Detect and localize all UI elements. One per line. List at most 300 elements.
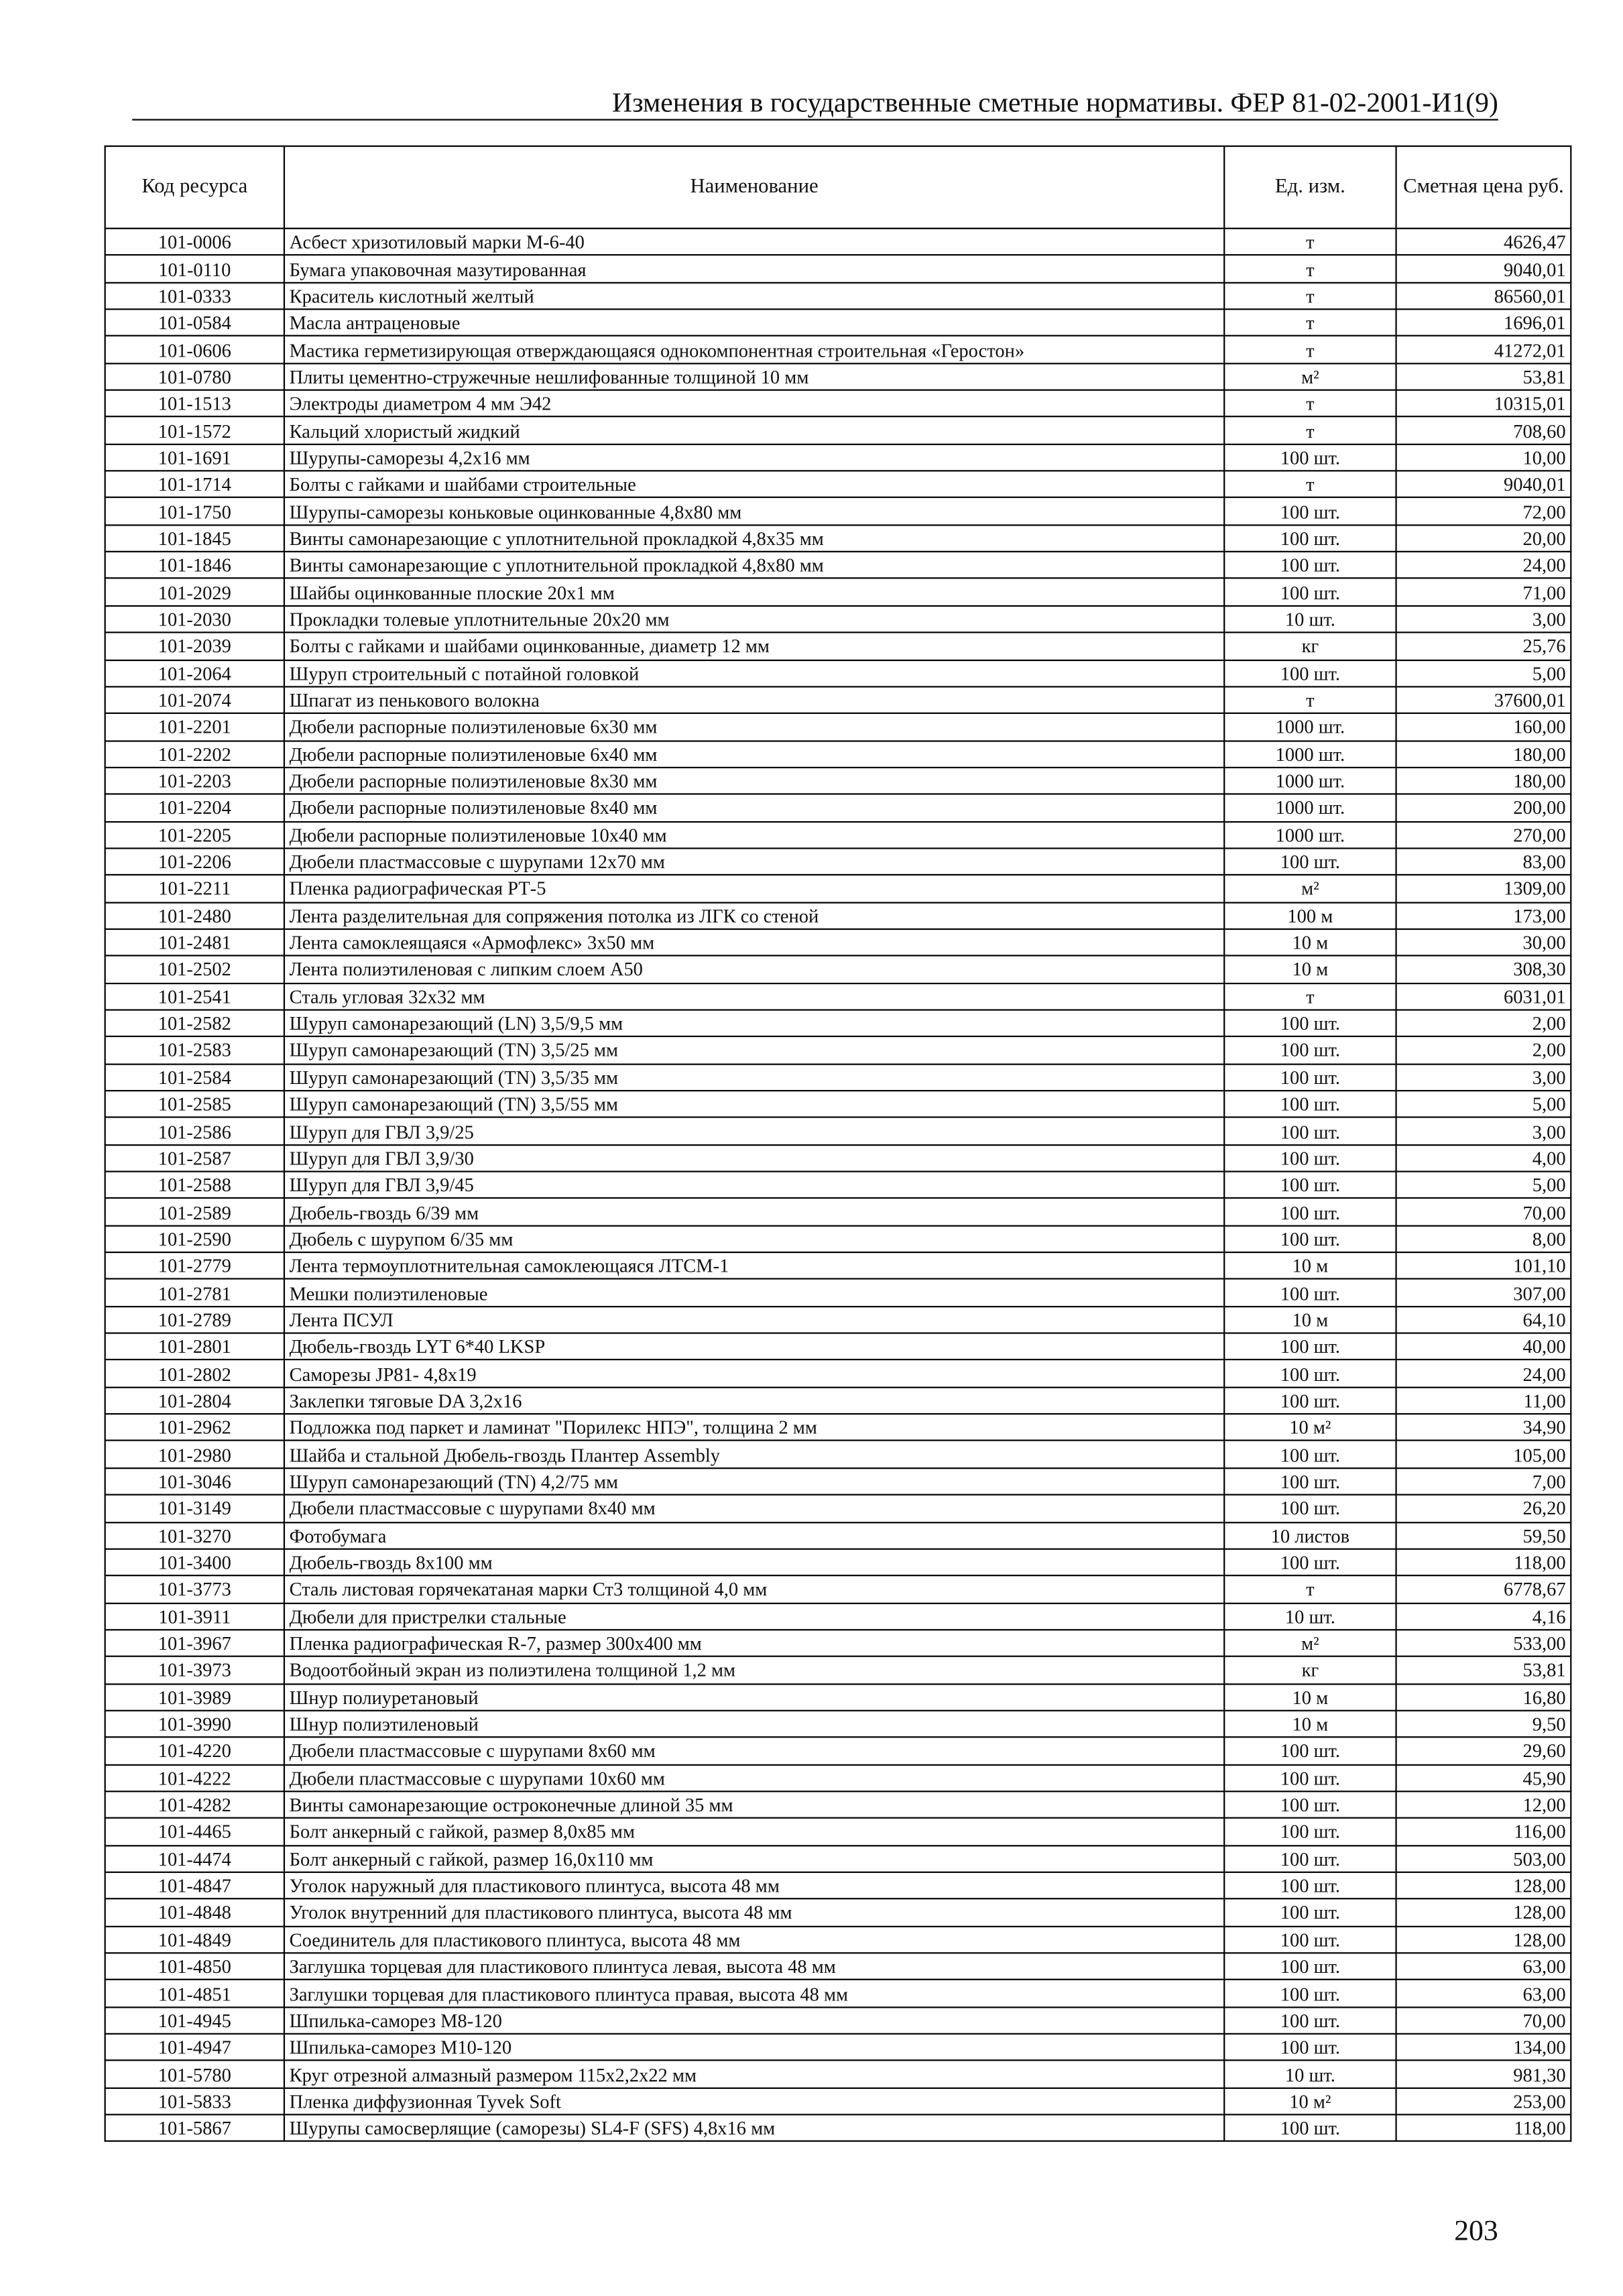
cell-name: Дюбели пластмассовые с шурупами 8х60 мм [284, 1738, 1224, 1764]
cell-code: 101-2039 [105, 633, 284, 660]
cell-price: 4,16 [1396, 1603, 1571, 1630]
table-row [105, 444, 1571, 471]
cell-price: 307,00 [1396, 1279, 1571, 1306]
cell-code: 101-2589 [105, 1199, 284, 1225]
cell-code: 101-3990 [105, 1711, 284, 1738]
table-body [105, 229, 1571, 2142]
cell-unit: т [1224, 390, 1396, 417]
cell-unit: 100 шт. [1224, 1279, 1396, 1306]
cell-name: Фотобумага [284, 1522, 1224, 1549]
cell-name: Дюбели пластмассовые с шурупами 8х40 мм [284, 1495, 1224, 1522]
cell-code: 101-2779 [105, 1252, 284, 1279]
table-row [105, 768, 1571, 794]
cell-code: 101-0606 [105, 337, 284, 363]
cell-name: Дюбель с шурупом 6/35 мм [284, 1225, 1224, 1252]
cell-unit: 100 шт. [1224, 1495, 1396, 1522]
cell-name: Пленка радиографическая РТ-5 [284, 875, 1224, 902]
price-table [105, 145, 1572, 2142]
cell-name: Уголок наружный для пластикового плинтуса, высота 48 мм [284, 1872, 1224, 1899]
cell-code: 101-2802 [105, 1360, 284, 1387]
table-row [105, 1252, 1571, 1279]
table-row [105, 713, 1571, 740]
cell-name: Асбест хризотиловый марки М-6-40 [284, 229, 1224, 255]
cell-unit: 1000 шт. [1224, 768, 1396, 794]
cell-name: Плиты цементно-стружечные нешлифованные толщиной 10 мм [284, 363, 1224, 390]
cell-code: 101-2789 [105, 1307, 284, 1333]
cell-name: Дюбели для пристрелки стальные [284, 1603, 1224, 1630]
cell-code: 101-2804 [105, 1387, 284, 1414]
cell-price: 533,00 [1396, 1630, 1571, 1656]
cell-price: 10,00 [1396, 444, 1571, 471]
table-row [105, 229, 1571, 255]
table-row [105, 1818, 1571, 1845]
cell-name: Заклепки тяговые DA 3,2х16 [284, 1387, 1224, 1414]
cell-code: 101-5833 [105, 2088, 284, 2114]
cell-unit: 100 шт. [1224, 1064, 1396, 1091]
cell-unit: 100 шт. [1224, 1091, 1396, 1117]
table-row [105, 1010, 1571, 1036]
cell-name: Болты с гайками и шайбами строительные [284, 471, 1224, 498]
cell-price: 253,00 [1396, 2088, 1571, 2114]
cell-price: 70,00 [1396, 1199, 1571, 1225]
cell-name: Пленка диффузионная Tyvek Soft [284, 2088, 1224, 2114]
cell-code: 101-3973 [105, 1656, 284, 1683]
table-row [105, 1064, 1571, 1091]
cell-name: Пленка радиографическая R-7, размер 300х400 мм [284, 1630, 1224, 1656]
cell-name: Краситель кислотный желтый [284, 282, 1224, 309]
table-row [105, 1495, 1571, 1522]
table-row [105, 1468, 1571, 1495]
table-row [105, 686, 1571, 713]
table-row [105, 1738, 1571, 1764]
cell-name: Дюбель-гвоздь LYT 6*40 LKSP [284, 1333, 1224, 1360]
cell-price: 180,00 [1396, 740, 1571, 767]
table-row [105, 956, 1571, 983]
cell-price: 11,00 [1396, 1387, 1571, 1414]
cell-code: 101-3046 [105, 1468, 284, 1495]
cell-code: 101-5867 [105, 2115, 284, 2142]
table-row [105, 1899, 1571, 1926]
table-row [105, 363, 1571, 390]
cell-unit: 100 шт. [1224, 2034, 1396, 2061]
table-row [105, 282, 1571, 309]
cell-code: 101-4851 [105, 1980, 284, 2007]
table-row [105, 417, 1571, 444]
cell-code: 101-2074 [105, 686, 284, 713]
cell-unit: т [1224, 229, 1396, 255]
table-row [105, 309, 1571, 336]
cell-price: 270,00 [1396, 821, 1571, 848]
column-header-unit: Ед. изм. [1224, 146, 1396, 229]
cell-unit: 100 м [1224, 902, 1396, 929]
table-row [105, 660, 1571, 686]
cell-unit: 100 шт. [1224, 1199, 1396, 1225]
page-header-title: Изменения в государственные сметные нормативы. ФЕР 81-02-2001-И1(9) [612, 88, 1498, 119]
cell-name: Шайбы оцинкованные плоские 20х1 мм [284, 579, 1224, 605]
cell-unit: т [1224, 282, 1396, 309]
cell-name: Дюбели распорные полиэтиленовые 8х30 мм [284, 768, 1224, 794]
column-header-price-label: Сметная цена руб. [1403, 176, 1564, 198]
cell-code: 101-2980 [105, 1441, 284, 1468]
cell-code: 101-2205 [105, 821, 284, 848]
cell-name: Шуруп для ГВЛ 3,9/30 [284, 1144, 1224, 1171]
cell-name: Шпилька-саморез М8-120 [284, 2007, 1224, 2034]
cell-price: 116,00 [1396, 1818, 1571, 1845]
cell-unit: 100 шт. [1224, 1360, 1396, 1387]
cell-price: 3,00 [1396, 1064, 1571, 1091]
cell-code: 101-4848 [105, 1899, 284, 1926]
cell-name: Шуруп для ГВЛ 3,9/45 [284, 1172, 1224, 1199]
table-row [105, 1926, 1571, 1953]
cell-name: Заглушка торцевая для пластикового плинтуса левая, высота 48 мм [284, 1953, 1224, 1980]
table-row [105, 2034, 1571, 2061]
table-row [105, 1603, 1571, 1630]
cell-price: 24,00 [1396, 1360, 1571, 1387]
cell-price: 63,00 [1396, 1953, 1571, 1980]
cell-code: 101-2206 [105, 848, 284, 875]
cell-name: Лента самоклеящаяся «Армофлекс» 3х50 мм [284, 929, 1224, 956]
cell-unit: 10 м² [1224, 2088, 1396, 2114]
cell-unit: 100 шт. [1224, 1926, 1396, 1953]
table-row [105, 1225, 1571, 1252]
cell-name: Электроды диаметром 4 мм Э42 [284, 390, 1224, 417]
cell-unit: 10 шт. [1224, 606, 1396, 633]
table-row [105, 552, 1571, 579]
table-row [105, 1117, 1571, 1144]
cell-code: 101-4474 [105, 1846, 284, 1872]
table-row [105, 1387, 1571, 1414]
cell-code: 101-5780 [105, 2061, 284, 2088]
cell-price: 160,00 [1396, 713, 1571, 740]
cell-unit: 100 шт. [1224, 2115, 1396, 2142]
table-row [105, 1037, 1571, 1064]
cell-code: 101-3149 [105, 1495, 284, 1522]
cell-code: 101-2204 [105, 794, 284, 821]
cell-code: 101-2588 [105, 1172, 284, 1199]
table-row [105, 1360, 1571, 1387]
table-row [105, 1846, 1571, 1872]
cell-code: 101-4220 [105, 1738, 284, 1764]
cell-price: 72,00 [1396, 498, 1571, 525]
table-row [105, 498, 1571, 525]
table-row [105, 579, 1571, 605]
cell-code: 101-2064 [105, 660, 284, 686]
cell-name: Шпагат из пенькового волокна [284, 686, 1224, 713]
cell-price: 128,00 [1396, 1926, 1571, 1953]
cell-code: 101-2801 [105, 1333, 284, 1360]
cell-name: Дюбели распорные полиэтиленовые 10х40 мм [284, 821, 1224, 848]
cell-unit: 100 шт. [1224, 1172, 1396, 1199]
cell-name: Дюбели пластмассовые с шурупами 10х60 мм [284, 1764, 1224, 1791]
cell-price: 26,20 [1396, 1495, 1571, 1522]
cell-code: 101-2541 [105, 983, 284, 1010]
cell-unit: 100 шт. [1224, 1010, 1396, 1036]
cell-price: 24,00 [1396, 552, 1571, 579]
cell-name: Подложка под паркет и ламинат "Порилекс НПЭ", толщина 2 мм [284, 1414, 1224, 1441]
cell-price: 128,00 [1396, 1899, 1571, 1926]
cell-name: Шурупы-саморезы коньковые оцинкованные 4,8х80 мм [284, 498, 1224, 525]
cell-price: 63,00 [1396, 1980, 1571, 2007]
cell-unit: т [1224, 686, 1396, 713]
table-row [105, 1656, 1571, 1683]
cell-name: Шуруп самонарезающий (TN) 3,5/55 мм [284, 1091, 1224, 1117]
cell-price: 981,30 [1396, 2061, 1571, 2088]
cell-unit: 100 шт. [1224, 1872, 1396, 1899]
cell-unit: 1000 шт. [1224, 794, 1396, 821]
cell-price: 118,00 [1396, 1549, 1571, 1575]
cell-unit: т [1224, 337, 1396, 363]
cell-code: 101-4850 [105, 1953, 284, 1980]
cell-unit: 100 шт. [1224, 498, 1396, 525]
cell-price: 180,00 [1396, 768, 1571, 794]
cell-price: 6031,01 [1396, 983, 1571, 1010]
table-row [105, 2061, 1571, 2088]
table-row [105, 1441, 1571, 1468]
cell-code: 101-1750 [105, 498, 284, 525]
cell-unit: 10 м² [1224, 1414, 1396, 1441]
cell-code: 101-2586 [105, 1117, 284, 1144]
cell-price: 503,00 [1396, 1846, 1571, 1872]
cell-name: Мешки полиэтиленовые [284, 1279, 1224, 1306]
cell-name: Болт анкерный с гайкой, размер 8,0х85 мм [284, 1818, 1224, 1845]
cell-unit: 100 шт. [1224, 1387, 1396, 1414]
table-row [105, 1414, 1571, 1441]
cell-name: Дюбель-гвоздь 8х100 мм [284, 1549, 1224, 1575]
cell-price: 134,00 [1396, 2034, 1571, 2061]
table-row [105, 606, 1571, 633]
cell-price: 4,00 [1396, 1144, 1571, 1171]
cell-name: Круг отрезной алмазный размером 115х2,2х22 мм [284, 2061, 1224, 2088]
cell-unit: 10 м [1224, 1711, 1396, 1738]
cell-name: Шуруп строительный с потайной головкой [284, 660, 1224, 686]
cell-price: 5,00 [1396, 660, 1571, 686]
table-row [105, 794, 1571, 821]
cell-price: 105,00 [1396, 1441, 1571, 1468]
table-row [105, 740, 1571, 767]
cell-unit: кг [1224, 1656, 1396, 1683]
table-row [105, 983, 1571, 1010]
cell-price: 5,00 [1396, 1172, 1571, 1199]
cell-unit: 10 м [1224, 1307, 1396, 1333]
cell-code: 101-2211 [105, 875, 284, 902]
cell-unit: 100 шт. [1224, 1846, 1396, 1872]
cell-code: 101-0333 [105, 282, 284, 309]
cell-price: 128,00 [1396, 1872, 1571, 1899]
table-row [105, 1791, 1571, 1818]
table-row [105, 1980, 1571, 2007]
header-rule [132, 119, 1498, 120]
cell-unit: 100 шт. [1224, 2007, 1396, 2034]
cell-price: 41272,01 [1396, 337, 1571, 363]
cell-price: 29,60 [1396, 1738, 1571, 1764]
cell-name: Дюбели распорные полиэтиленовые 6х30 мм [284, 713, 1224, 740]
table-row [105, 1333, 1571, 1360]
cell-code: 101-3911 [105, 1603, 284, 1630]
cell-price: 40,00 [1396, 1333, 1571, 1360]
table-row [105, 337, 1571, 363]
cell-unit: 10 м [1224, 929, 1396, 956]
cell-price: 8,00 [1396, 1225, 1571, 1252]
cell-price: 53,81 [1396, 363, 1571, 390]
table-row [105, 1576, 1571, 1603]
cell-unit: т [1224, 471, 1396, 498]
cell-name: Лента ПСУЛ [284, 1307, 1224, 1333]
cell-code: 101-2781 [105, 1279, 284, 1306]
table-row [105, 1307, 1571, 1333]
table-row [105, 2088, 1571, 2114]
cell-name: Прокладки толевые уплотнительные 20х20 мм [284, 606, 1224, 633]
cell-unit: 1000 шт. [1224, 821, 1396, 848]
cell-code: 101-4222 [105, 1764, 284, 1791]
cell-unit: т [1224, 309, 1396, 336]
cell-price: 200,00 [1396, 794, 1571, 821]
cell-name: Лента разделительная для сопряжения потолка из ЛГК со стеной [284, 902, 1224, 929]
cell-name: Бумага упаковочная мазутированная [284, 255, 1224, 282]
cell-name: Шпилька-саморез М10-120 [284, 2034, 1224, 2061]
cell-unit: м² [1224, 363, 1396, 390]
cell-code: 101-2502 [105, 956, 284, 983]
cell-code: 101-3773 [105, 1576, 284, 1603]
cell-name: Соединитель для пластикового плинтуса, высота 48 мм [284, 1926, 1224, 1953]
cell-price: 37600,01 [1396, 686, 1571, 713]
cell-name: Дюбель-гвоздь 6/39 мм [284, 1199, 1224, 1225]
cell-unit: т [1224, 983, 1396, 1010]
cell-price: 308,30 [1396, 956, 1571, 983]
cell-code: 101-2480 [105, 902, 284, 929]
cell-code: 101-2585 [105, 1091, 284, 1117]
cell-name: Шуруп самонарезающий (LN) 3,5/9,5 мм [284, 1010, 1224, 1036]
table-row [105, 1144, 1571, 1171]
table-row [105, 255, 1571, 282]
cell-name: Дюбели распорные полиэтиленовые 8х40 мм [284, 794, 1224, 821]
cell-unit: т [1224, 417, 1396, 444]
cell-price: 6778,67 [1396, 1576, 1571, 1603]
cell-unit: м² [1224, 875, 1396, 902]
table-row [105, 1872, 1571, 1899]
cell-price: 86560,01 [1396, 282, 1571, 309]
cell-price: 70,00 [1396, 2007, 1571, 2034]
table-row [105, 2115, 1571, 2142]
table-row [105, 471, 1571, 498]
cell-name: Шуруп для ГВЛ 3,9/25 [284, 1117, 1224, 1144]
cell-code: 101-2583 [105, 1037, 284, 1064]
cell-unit: 100 шт. [1224, 1225, 1396, 1252]
cell-name: Болт анкерный с гайкой, размер 16,0х110 мм [284, 1846, 1224, 1872]
table-row [105, 875, 1571, 902]
cell-unit: 100 шт. [1224, 660, 1396, 686]
cell-code: 101-1846 [105, 552, 284, 579]
cell-unit: 1000 шт. [1224, 740, 1396, 767]
cell-code: 101-2590 [105, 1225, 284, 1252]
cell-code: 101-0780 [105, 363, 284, 390]
cell-price: 59,50 [1396, 1522, 1571, 1549]
cell-price: 9040,01 [1396, 471, 1571, 498]
cell-price: 71,00 [1396, 579, 1571, 605]
cell-code: 101-1691 [105, 444, 284, 471]
cell-unit: 10 м [1224, 1252, 1396, 1279]
cell-price: 118,00 [1396, 2115, 1571, 2142]
cell-price: 9040,01 [1396, 255, 1571, 282]
cell-name: Водоотбойный экран из полиэтилена толщиной 1,2 мм [284, 1656, 1224, 1683]
cell-name: Шнур полиуретановый [284, 1683, 1224, 1710]
cell-price: 1696,01 [1396, 309, 1571, 336]
cell-unit: 100 шт. [1224, 1818, 1396, 1845]
cell-unit: 100 шт. [1224, 444, 1396, 471]
cell-unit: 10 м [1224, 1683, 1396, 1710]
cell-price: 708,60 [1396, 417, 1571, 444]
cell-price: 3,00 [1396, 606, 1571, 633]
cell-unit: 100 шт. [1224, 1738, 1396, 1764]
cell-unit: 100 шт. [1224, 1764, 1396, 1791]
cell-name: Винты самонарезающие остроконечные длиной 35 мм [284, 1791, 1224, 1818]
cell-name: Шнур полиэтиленовый [284, 1711, 1224, 1738]
cell-code: 101-3400 [105, 1549, 284, 1575]
table-row [105, 1522, 1571, 1549]
cell-price: 173,00 [1396, 902, 1571, 929]
cell-unit: 100 шт. [1224, 1980, 1396, 2007]
cell-name: Сталь листовая горячекатаная марки Ст3 толщиной 4,0 мм [284, 1576, 1224, 1603]
cell-unit: 1000 шт. [1224, 713, 1396, 740]
table-row [105, 1172, 1571, 1199]
cell-code: 101-2481 [105, 929, 284, 956]
cell-unit: т [1224, 1576, 1396, 1603]
cell-code: 101-4849 [105, 1926, 284, 1953]
cell-unit: кг [1224, 633, 1396, 660]
table-row [105, 848, 1571, 875]
cell-code: 101-3270 [105, 1522, 284, 1549]
cell-name: Шурупы самосверлящие (саморезы) SL4-F (SFS) 4,8х16 мм [284, 2115, 1224, 2142]
cell-code: 101-2962 [105, 1414, 284, 1441]
table-row [105, 1279, 1571, 1306]
cell-unit: м² [1224, 1630, 1396, 1656]
cell-name: Шурупы-саморезы 4,2х16 мм [284, 444, 1224, 471]
cell-unit: 10 шт. [1224, 2061, 1396, 2088]
cell-name: Шуруп самонарезающий (TN) 3,5/25 мм [284, 1037, 1224, 1064]
cell-code: 101-4947 [105, 2034, 284, 2061]
cell-price: 7,00 [1396, 1468, 1571, 1495]
cell-name: Дюбели пластмассовые с шурупами 12х70 мм [284, 848, 1224, 875]
table-row [105, 633, 1571, 660]
cell-name: Лента термоуплотнительная самоклеющаяся ЛТСМ-1 [284, 1252, 1224, 1279]
table-header [105, 146, 1571, 229]
page-number: 203 [1454, 2215, 1498, 2248]
cell-name: Сталь угловая 32х32 мм [284, 983, 1224, 1010]
cell-code: 101-0110 [105, 255, 284, 282]
column-header-code: Код ресурса [105, 146, 284, 229]
cell-name: Заглушки торцевая для пластикового плинтуса правая, высота 48 мм [284, 1980, 1224, 2007]
table-row [105, 2007, 1571, 2034]
table-row [105, 1630, 1571, 1656]
cell-name: Дюбели распорные полиэтиленовые 6х40 мм [284, 740, 1224, 767]
cell-unit: 100 шт. [1224, 1441, 1396, 1468]
cell-unit: т [1224, 255, 1396, 282]
cell-unit: 100 шт. [1224, 1899, 1396, 1926]
cell-price: 2,00 [1396, 1010, 1571, 1036]
cell-price: 53,81 [1396, 1656, 1571, 1683]
cell-price: 5,00 [1396, 1091, 1571, 1117]
cell-code: 101-1513 [105, 390, 284, 417]
cell-price: 83,00 [1396, 848, 1571, 875]
table-row [105, 929, 1571, 956]
cell-price: 16,80 [1396, 1683, 1571, 1710]
cell-name: Винты самонарезающие с уплотнительной прокладкой 4,8х80 мм [284, 552, 1224, 579]
cell-code: 101-3967 [105, 1630, 284, 1656]
cell-price: 20,00 [1396, 525, 1571, 552]
cell-code: 101-2582 [105, 1010, 284, 1036]
cell-name: Саморезы JP81- 4,8х19 [284, 1360, 1224, 1387]
cell-code: 101-0584 [105, 309, 284, 336]
cell-unit: 100 шт. [1224, 1037, 1396, 1064]
